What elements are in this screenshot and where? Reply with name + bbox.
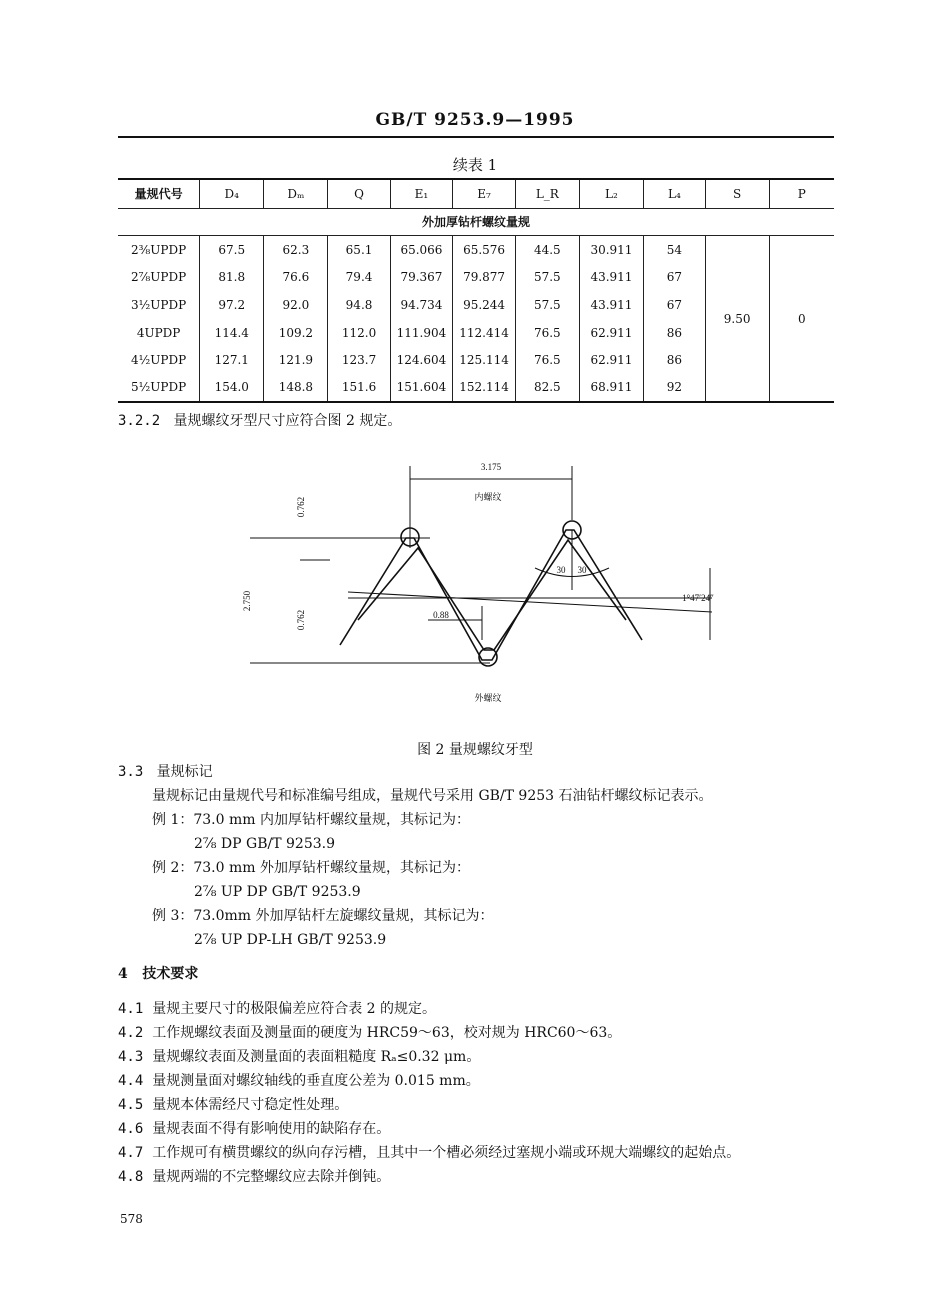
value-cell: 79.367 [390,263,453,291]
taper-angle: 1°47′24″ [682,593,714,603]
value-cell: 94.734 [390,291,453,319]
requirement-text: 量规主要尺寸的极限偏差应符合表 2 的规定。 [152,1001,437,1017]
col-header: E₇ [453,179,516,208]
section-title: 外加厚钻杆螺纹量规 [118,208,834,236]
value-cell: 86 [644,319,706,347]
value-cell: 30.911 [579,236,643,264]
table-caption: 续表 1 [452,156,498,174]
requirement-number: 4.3 [118,1049,144,1065]
requirement-item [118,1072,480,1090]
requirement-text: 工作规可有横贯螺纹的纵向存污槽，且其中一个槽必须经过塞规小端或环规大端螺纹的起始点。 [152,1145,741,1161]
gauge-code-cell: 2⅞UPDP [131,270,187,285]
label-internal-thread: 内螺纹 [474,492,502,502]
value-cell: 65.1 [328,236,390,264]
requirement-number: 4.2 [118,1025,144,1041]
requirement-text: 量规本体需经尺寸稳定性处理。 [152,1097,349,1113]
value-cell: 95.244 [453,291,516,319]
page-number: 578 [120,1212,143,1226]
value-cell: 65.066 [390,236,453,264]
requirement-number: 4.4 [118,1073,144,1089]
dim-top-height: 0.762 [296,496,306,518]
value-cell: 62.911 [579,319,643,347]
value-cell: 112.414 [453,319,516,347]
requirement-number: 4.7 [118,1145,144,1161]
label-external-thread: 外螺纹 [474,693,502,703]
col-header: D₄ [200,179,264,208]
value-cell: 76.6 [264,263,328,291]
value-cell: 123.7 [328,346,390,374]
value-cell: 121.9 [264,346,328,374]
value-cell: 44.5 [515,236,579,264]
value-cell: 43.911 [579,263,643,291]
value-cell: 68.911 [579,374,643,402]
col-header: L₄ [644,179,706,208]
section-title: 技术要求 [142,966,199,982]
dim-thread-height: 2.750 [242,590,252,612]
requirement-number: 4.8 [118,1169,144,1185]
dim-bottom-height: 0.762 [296,609,306,631]
col-header: P [769,179,834,208]
gauge-code-cell: 2⅜UPDP [131,242,187,257]
gauge-code-cell: 3½UPDP [131,297,187,312]
value-cell: 67.5 [200,236,264,264]
value-cell: 57.5 [515,263,579,291]
value-cell: 82.5 [515,374,579,402]
example-label: 例 3：73.0mm 外加厚钻杆左旋螺纹量规，其标记为： [152,908,494,924]
value-cell: 112.0 [328,319,390,347]
dim-flat: 0.88 [433,610,449,620]
requirement-text: 量规两端的不完整螺纹应去除并倒钝。 [152,1169,391,1185]
example-mark: 2⅞ DP GB/T 9253.9 [194,836,335,852]
example-mark: 2⅞ UP DP GB/T 9253.9 [194,884,361,900]
example-label: 例 1：73.0 mm 内加厚钻杆螺纹量规，其标记为： [152,812,470,828]
value-cell: 76.5 [515,319,579,347]
clause-text: 量规螺纹牙型尺寸应符合图 2 规定。 [173,413,402,429]
p-value-cell: 0 [769,236,834,402]
requirement-text: 量规表面不得有影响使用的缺陷存在。 [152,1121,391,1137]
gauge-code-cell: 5½UPDP [118,374,200,402]
internal-thread-profile [340,530,642,660]
value-cell: 86 [644,346,706,374]
figure-caption: 图 2 量规螺纹牙型 [417,742,533,758]
value-cell: 67 [644,263,706,291]
section-4-heading [118,965,198,983]
value-cell: 125.114 [453,346,516,374]
col-header: 量规代号 [118,179,200,208]
value-cell: 43.911 [579,291,643,319]
value-cell: 67 [644,291,706,319]
s-value-cell: 9.50 [705,236,769,402]
requirement-item [118,1168,390,1186]
requirement-item [118,1144,740,1162]
requirement-text: 量规测量面对螺纹轴线的垂直度公差为 0.015 mm。 [152,1073,480,1089]
requirement-item [118,1000,436,1018]
value-cell: 151.6 [328,374,390,402]
clause-number: 3.2.2 [118,413,161,429]
gauge-code-cell: 4UPDP [136,325,181,340]
col-header: L₂ [579,179,643,208]
col-header: E₁ [390,179,453,208]
col-header: L_R [515,179,579,208]
requirement-number: 4.1 [118,1001,144,1017]
col-header: Q [328,179,390,208]
value-cell: 94.8 [328,291,390,319]
value-cell: 127.1 [200,346,264,374]
section-number: 3.3 [118,764,144,780]
requirement-item [118,1024,621,1042]
value-cell: 111.904 [390,319,453,347]
angle-right: 30 [577,565,587,575]
value-cell: 151.604 [390,374,453,402]
gauge-code-cell: 4½UPDP [131,353,187,368]
requirement-item [118,1096,348,1114]
value-cell: 109.2 [264,319,328,347]
col-header: Dₘ [264,179,328,208]
section-number: 4 [118,966,128,982]
value-cell: 79.4 [328,263,390,291]
document-header: GB/T 9253.9—1995 [375,110,575,130]
requirement-text: 量规螺纹表面及测量面的表面粗糙度 Rₐ≤0.32 μm。 [152,1049,481,1065]
value-cell: 81.8 [200,263,264,291]
value-cell: 114.4 [200,319,264,347]
requirement-number: 4.5 [118,1097,144,1113]
requirement-number: 4.6 [118,1121,144,1137]
section-3-3-intro: 量规标记由量规代号和标准编号组成，量规代号采用 GB/T 9253 石油钻杆螺纹标记表示。 [152,788,713,804]
value-cell: 62.3 [264,236,328,264]
value-cell: 97.2 [200,291,264,319]
example-label: 例 2：73.0 mm 外加厚钻杆螺纹量规，其标记为： [152,860,470,876]
value-cell: 92 [644,374,706,402]
value-cell: 152.114 [453,374,516,402]
angle-left: 30 [556,565,566,575]
dim-pitch: 3.175 [480,462,502,472]
requirement-item [118,1048,480,1066]
value-cell: 79.877 [453,263,516,291]
value-cell: 57.5 [515,291,579,319]
value-cell: 76.5 [515,346,579,374]
value-cell: 124.604 [390,346,453,374]
section-title: 量规标记 [156,764,213,780]
requirement-item [118,1120,390,1138]
value-cell: 62.911 [579,346,643,374]
requirement-text: 工作规螺纹表面及测量面的硬度为 HRC59～63，校对规为 HRC60～63。 [152,1025,622,1041]
example-mark: 2⅞ UP DP-LH GB/T 9253.9 [194,932,387,948]
value-cell: 65.576 [453,236,516,264]
value-cell: 148.8 [264,374,328,402]
value-cell: 92.0 [264,291,328,319]
section-3-3-heading [118,763,213,781]
value-cell: 154.0 [200,374,264,402]
value-cell: 54 [644,236,706,264]
col-header: S [705,179,769,208]
